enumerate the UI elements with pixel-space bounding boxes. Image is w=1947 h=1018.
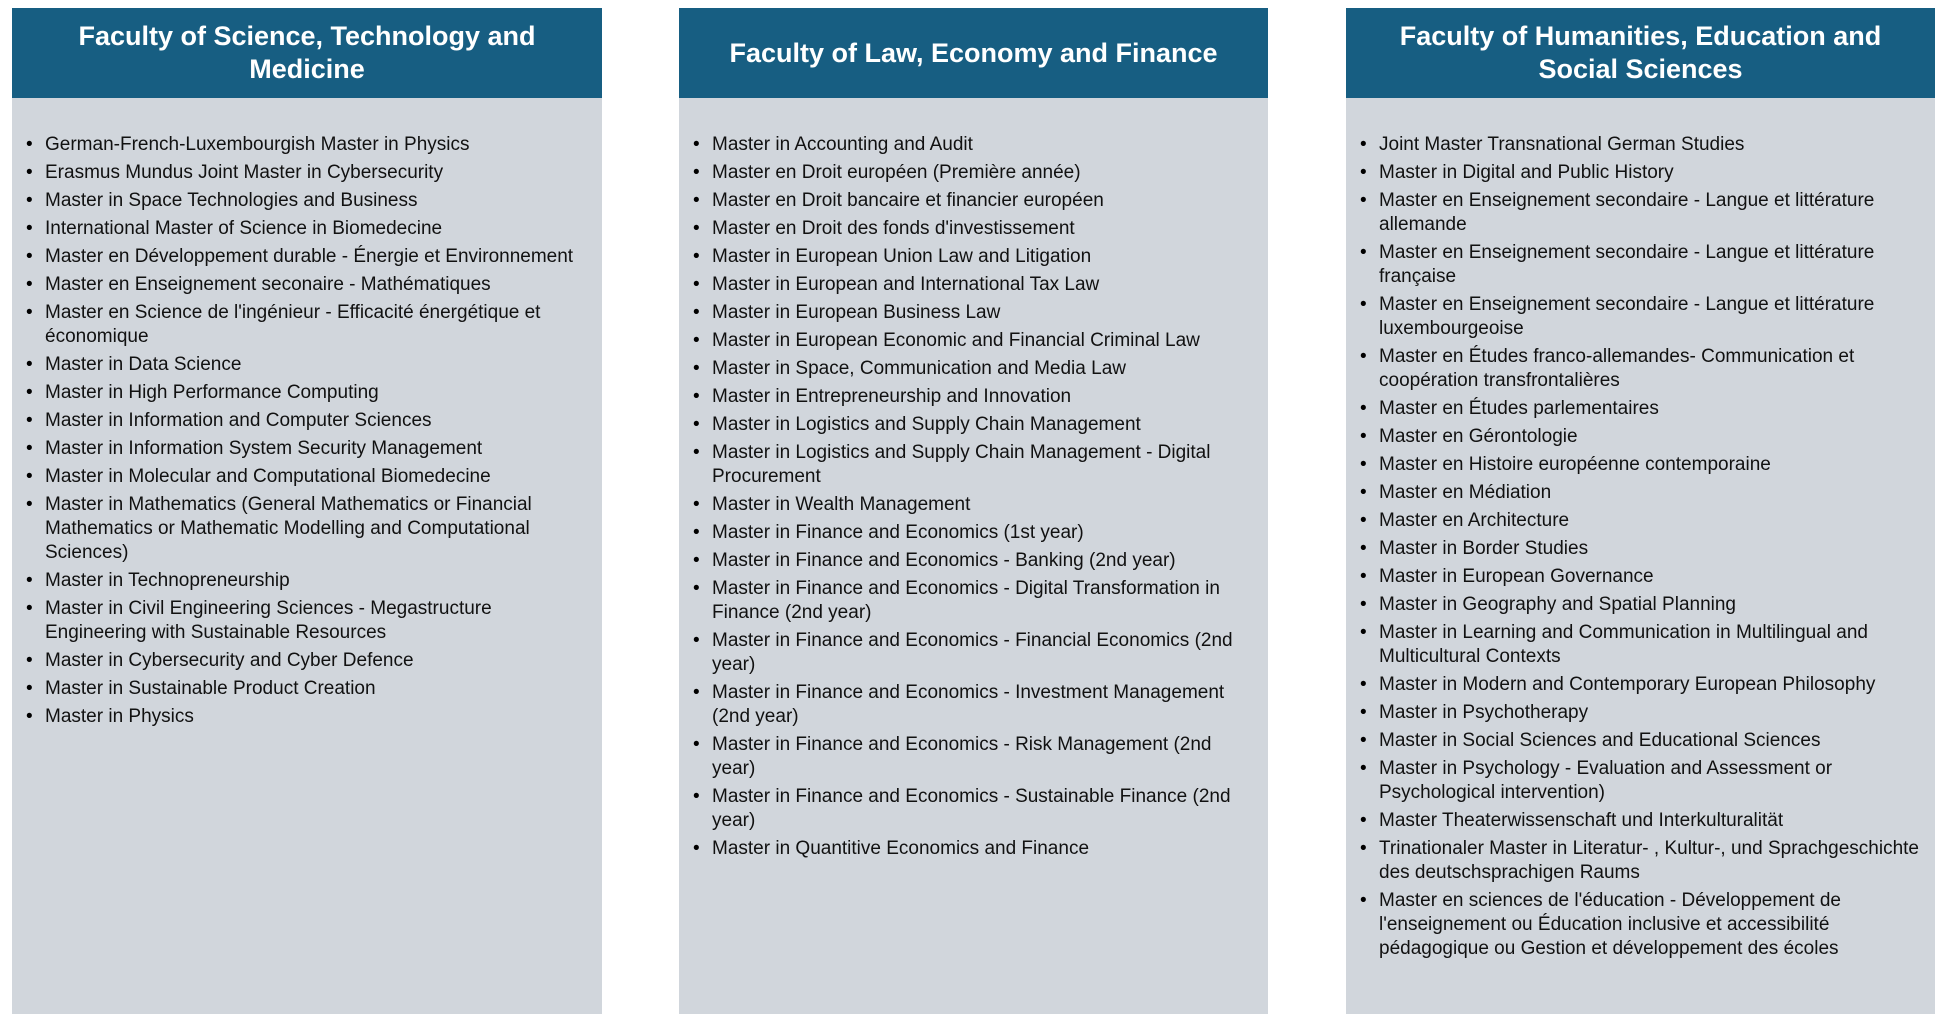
program-item: • Master en Médiation	[1358, 481, 1925, 505]
program-item: • Master in Psychology - Evaluation and Assessment or Psychological intervention)	[1358, 757, 1925, 805]
faculty-title: Faculty of Law, Economy and Finance	[679, 8, 1268, 98]
program-item: • Master in Social Sciences and Educational Sciences	[1358, 729, 1925, 753]
program-item: • Master in Quantitive Economics and Finance	[691, 837, 1258, 861]
program-list	[679, 98, 1268, 861]
program-item: • Master in Entrepreneurship and Innovation	[691, 385, 1258, 409]
program-item: • Master in Border Studies	[1358, 537, 1925, 561]
program-item: • Master in Technopreneurship	[24, 569, 592, 593]
program-item: • Master in European Economic and Financial Criminal Law	[691, 329, 1258, 353]
program-item: • Master in Cybersecurity and Cyber Defence	[24, 649, 592, 673]
faculty-title: Faculty of Humanities, Education and Social Sciences	[1346, 8, 1935, 98]
program-item: • International Master of Science in Biomedecine	[24, 217, 592, 241]
program-item: • Master in Civil Engineering Sciences - Megastructure Engineering with Sustainable Resources	[24, 597, 592, 645]
program-item: • Master in Space, Communication and Media Law	[691, 357, 1258, 381]
program-item: • Master in Logistics and Supply Chain Management	[691, 413, 1258, 437]
program-item: • Master in Finance and Economics - Risk Management (2nd year)	[691, 733, 1258, 781]
program-item: • Master en Enseignement secondaire - Langue et littérature allemande	[1358, 189, 1925, 237]
program-item: • Master in High Performance Computing	[24, 381, 592, 405]
program-item: • Master in Finance and Economics - Banking (2nd year)	[691, 549, 1258, 573]
program-item: • Master in Physics	[24, 705, 592, 729]
program-item: • Master en Enseignement secondaire - Langue et littérature luxembourgeoise	[1358, 293, 1925, 341]
program-item: • Master en Science de l'ingénieur - Efficacité énergétique et économique	[24, 301, 592, 349]
program-list	[12, 98, 602, 729]
program-item: • Master en Droit bancaire et financier européen	[691, 189, 1258, 213]
faculty-column-science	[12, 8, 602, 1014]
program-item: • Master in Finance and Economics - Sustainable Finance (2nd year)	[691, 785, 1258, 833]
program-item: • Joint Master Transnational German Studies	[1358, 133, 1925, 157]
program-item: • Master in Finance and Economics - Investment Management (2nd year)	[691, 681, 1258, 729]
faculty-title: Faculty of Science, Technology and Medicine	[12, 8, 602, 98]
program-item: • Master in Information System Security Management	[24, 437, 592, 461]
program-item: • Master in Accounting and Audit	[691, 133, 1258, 157]
program-item: • Master en Droit européen (Première année)	[691, 161, 1258, 185]
program-item: • Master in Wealth Management	[691, 493, 1258, 517]
program-item: • Master en Études franco-allemandes- Communication et coopération transfrontalières	[1358, 345, 1925, 393]
program-item: • Master en Enseignement seconaire - Mathématiques	[24, 273, 592, 297]
program-item: • Master in Finance and Economics - Financial Economics (2nd year)	[691, 629, 1258, 677]
program-item: • Master en Développement durable - Énergie et Environnement	[24, 245, 592, 269]
program-item: • Master in European Union Law and Litigation	[691, 245, 1258, 269]
program-item: • Master Theaterwissenschaft und Interkulturalität	[1358, 809, 1925, 833]
faculty-column-law	[679, 8, 1268, 1014]
program-item: • Master in Geography and Spatial Planning	[1358, 593, 1925, 617]
program-item: • Master in Mathematics (General Mathematics or Financial Mathematics or Mathematic Modelling and Computational Sciences)	[24, 493, 592, 565]
program-item: • Master in Finance and Economics (1st year)	[691, 521, 1258, 545]
faculty-column-humanities	[1346, 8, 1935, 1014]
program-item: • Master en Études parlementaires	[1358, 397, 1925, 421]
program-item: • Master in Sustainable Product Creation	[24, 677, 592, 701]
program-item: • Master in Space Technologies and Business	[24, 189, 592, 213]
program-item: • Erasmus Mundus Joint Master in Cybersecurity	[24, 161, 592, 185]
program-item: • Master in European and International Tax Law	[691, 273, 1258, 297]
program-item: • Master in Modern and Contemporary European Philosophy	[1358, 673, 1925, 697]
program-list	[1346, 98, 1935, 961]
program-item: • Master en Architecture	[1358, 509, 1925, 533]
program-item: • Master in Molecular and Computational Biomedecine	[24, 465, 592, 489]
program-item: • Master en Gérontologie	[1358, 425, 1925, 449]
program-item: • Master en Droit des fonds d'investissement	[691, 217, 1258, 241]
program-item: • Master in European Governance	[1358, 565, 1925, 589]
program-item: • Master in Logistics and Supply Chain Management - Digital Procurement	[691, 441, 1258, 489]
program-item: • Master in Psychotherapy	[1358, 701, 1925, 725]
program-item: • Master in Learning and Communication in Multilingual and Multicultural Contexts	[1358, 621, 1925, 669]
program-item: • Master in Data Science	[24, 353, 592, 377]
program-item: • Trinationaler Master in Literatur- , Kultur-, und Sprachgeschichte des deutschsprachigen Raums	[1358, 837, 1925, 885]
program-item: • Master in Digital and Public History	[1358, 161, 1925, 185]
program-item: • Master en Enseignement secondaire - Langue et littérature française	[1358, 241, 1925, 289]
program-item: • Master en sciences de l'éducation - Développement de l'enseignement ou Éducation inclusive et accessibilité pédagogique ou Gestion et développement des écoles	[1358, 889, 1925, 961]
program-item: • German-French-Luxembourgish Master in Physics	[24, 133, 592, 157]
program-item: • Master in Information and Computer Sciences	[24, 409, 592, 433]
program-item: • Master in Finance and Economics - Digital Transformation in Finance (2nd year)	[691, 577, 1258, 625]
program-item: • Master in European Business Law	[691, 301, 1258, 325]
program-item: • Master en Histoire européenne contemporaine	[1358, 453, 1925, 477]
